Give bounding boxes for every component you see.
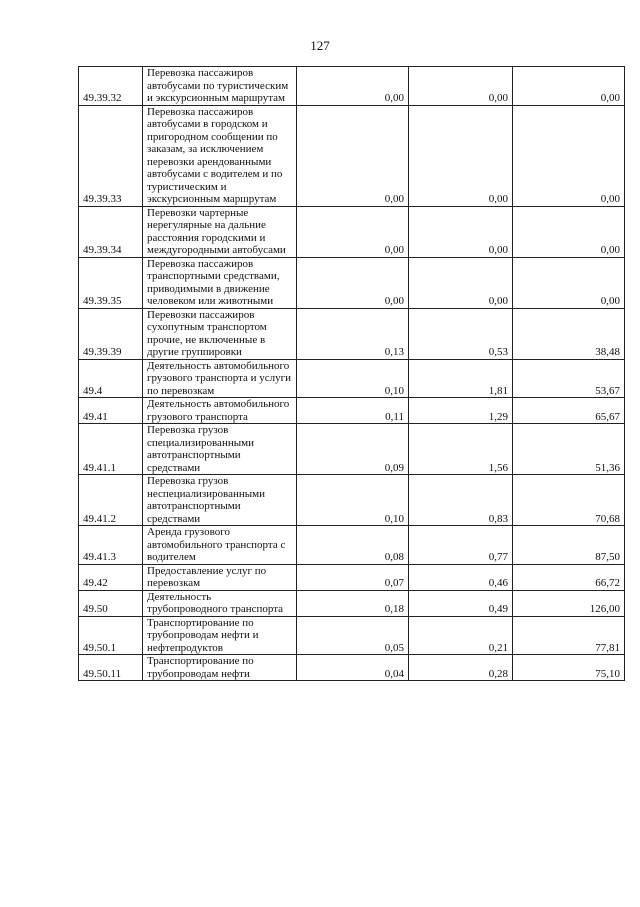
row-value-1: 0,11 <box>297 398 409 424</box>
row-value-3: 77,81 <box>513 616 625 655</box>
row-value-1: 0,00 <box>297 105 409 206</box>
row-value-3: 126,00 <box>513 590 625 616</box>
table-row <box>79 475 625 526</box>
row-name: Перевозка пассажиров автобусами в городском и пригородном сообщении по заказам, за исключением перевозки арендованными автобусами с водителем и по туристическим и экскурсионным маршрутам <box>143 105 297 206</box>
row-value-3: 53,67 <box>513 359 625 398</box>
row-value-1: 0,18 <box>297 590 409 616</box>
row-value-1: 0,09 <box>297 424 409 475</box>
row-value-3: 0,00 <box>513 67 625 106</box>
row-name: Транспортирование по трубопроводам нефти <box>143 655 297 681</box>
row-code: 49.39.35 <box>79 257 143 308</box>
row-code: 49.41.3 <box>79 526 143 565</box>
table-row <box>79 655 625 681</box>
row-code: 49.39.34 <box>79 206 143 257</box>
row-value-3: 66,72 <box>513 564 625 590</box>
row-value-2: 0,00 <box>409 105 513 206</box>
row-code: 49.39.32 <box>79 67 143 106</box>
table-row <box>79 257 625 308</box>
row-value-1: 0,07 <box>297 564 409 590</box>
row-value-3: 51,36 <box>513 424 625 475</box>
row-value-2: 0,28 <box>409 655 513 681</box>
table-row <box>79 67 625 106</box>
row-name: Деятельность автомобильного грузового транспорта <box>143 398 297 424</box>
row-name: Перевозка пассажиров транспортными средствами, приводимыми в движение человеком или животными <box>143 257 297 308</box>
row-name: Перевозки чартерные нерегулярные на дальние расстояния городскими и междугородными автобусами <box>143 206 297 257</box>
row-value-2: 0,83 <box>409 475 513 526</box>
row-value-3: 75,10 <box>513 655 625 681</box>
row-value-2: 0,00 <box>409 257 513 308</box>
row-value-3: 0,00 <box>513 257 625 308</box>
row-value-1: 0,08 <box>297 526 409 565</box>
row-value-1: 0,00 <box>297 257 409 308</box>
row-code: 49.50.1 <box>79 616 143 655</box>
table-row <box>79 105 625 206</box>
row-code: 49.50 <box>79 590 143 616</box>
table-row <box>79 564 625 590</box>
row-value-1: 0,00 <box>297 206 409 257</box>
row-value-3: 65,67 <box>513 398 625 424</box>
table-row <box>79 424 625 475</box>
row-value-1: 0,05 <box>297 616 409 655</box>
row-code: 49.39.39 <box>79 308 143 359</box>
table-row <box>79 308 625 359</box>
row-value-2: 1,81 <box>409 359 513 398</box>
row-code: 49.41 <box>79 398 143 424</box>
row-name: Деятельность автомобильного грузового транспорта и услуги по перевозкам <box>143 359 297 398</box>
row-value-3: 87,50 <box>513 526 625 565</box>
row-code: 49.50.11 <box>79 655 143 681</box>
row-code: 49.41.2 <box>79 475 143 526</box>
table-row <box>79 590 625 616</box>
row-value-1: 0,04 <box>297 655 409 681</box>
table-row <box>79 526 625 565</box>
row-value-3: 0,00 <box>513 206 625 257</box>
row-value-3: 38,48 <box>513 308 625 359</box>
row-value-2: 0,46 <box>409 564 513 590</box>
row-name: Транспортирование по трубопроводам нефти и нефтепродуктов <box>143 616 297 655</box>
row-value-1: 0,10 <box>297 359 409 398</box>
row-code: 49.39.33 <box>79 105 143 206</box>
row-name: Перевозки пассажиров сухопутным транспортом прочие, не включенные в другие группировки <box>143 308 297 359</box>
row-value-2: 0,00 <box>409 206 513 257</box>
row-value-2: 0,53 <box>409 308 513 359</box>
data-table <box>78 66 625 681</box>
row-value-1: 0,00 <box>297 67 409 106</box>
page-number: 127 <box>310 38 330 53</box>
row-code: 49.4 <box>79 359 143 398</box>
row-name: Перевозка пассажиров автобусами по туристическим и экскурсионным маршрутам <box>143 67 297 106</box>
row-value-2: 0,49 <box>409 590 513 616</box>
row-value-1: 0,10 <box>297 475 409 526</box>
row-value-2: 0,21 <box>409 616 513 655</box>
table-row <box>79 398 625 424</box>
table-row <box>79 206 625 257</box>
row-value-2: 1,29 <box>409 398 513 424</box>
row-value-2: 0,77 <box>409 526 513 565</box>
row-value-3: 70,68 <box>513 475 625 526</box>
row-name: Перевозка грузов специализированными автотранспортными средствами <box>143 424 297 475</box>
row-code: 49.42 <box>79 564 143 590</box>
row-name: Перевозка грузов неспециализированными автотранспортными средствами <box>143 475 297 526</box>
row-code: 49.41.1 <box>79 424 143 475</box>
row-name: Предоставление услуг по перевозкам <box>143 564 297 590</box>
row-value-2: 1,56 <box>409 424 513 475</box>
row-value-3: 0,00 <box>513 105 625 206</box>
table-row <box>79 359 625 398</box>
row-name: Деятельность трубопроводного транспорта <box>143 590 297 616</box>
row-value-2: 0,00 <box>409 67 513 106</box>
table-row <box>79 616 625 655</box>
row-name: Аренда грузового автомобильного транспорта с водителем <box>143 526 297 565</box>
row-value-1: 0,13 <box>297 308 409 359</box>
